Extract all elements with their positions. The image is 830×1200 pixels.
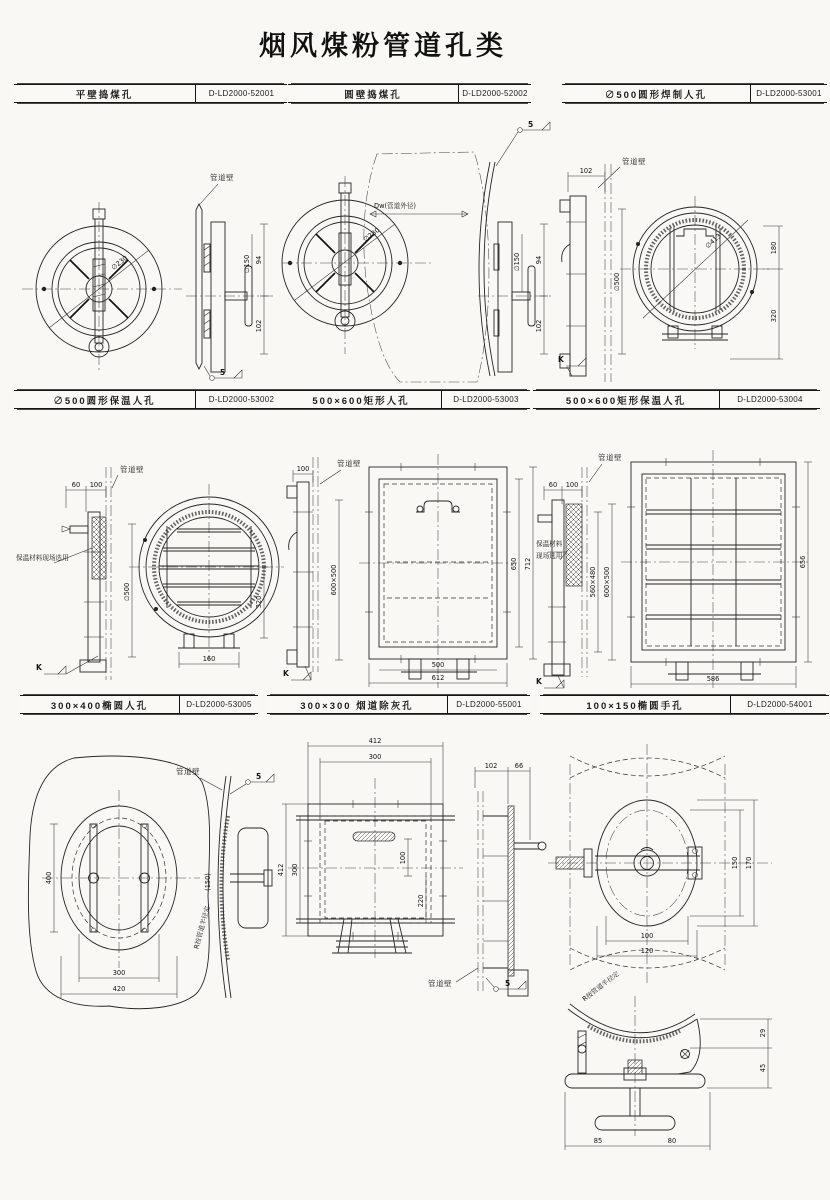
panel-title: 300×300 烟道除灰孔	[267, 696, 448, 713]
dim-label: 712	[524, 557, 532, 571]
radius-note: R按管道半径定	[192, 905, 212, 950]
panel-title: 500×600矩形人孔	[281, 391, 442, 408]
dim-label: 100	[296, 465, 310, 473]
dim-label: (150)	[204, 873, 212, 891]
dim-label: 320	[255, 595, 263, 609]
dim-label: 500	[431, 661, 445, 669]
dim-label: 100	[640, 932, 654, 940]
panel-title: 100×150椭圆手孔	[540, 696, 731, 713]
drawing-oval-handhole	[540, 716, 828, 1168]
wall-label: 管道壁	[428, 979, 452, 988]
dim-label: 400	[45, 871, 53, 885]
panel-title: 300×400椭圆人孔	[20, 696, 180, 713]
panel-header-5	[281, 390, 530, 409]
wall-label: 管道壁	[210, 173, 234, 182]
drawing-flat-wall-poke-hole	[14, 104, 280, 386]
dim-label: 60	[548, 481, 558, 489]
dim-label: ∅150	[243, 254, 251, 274]
dim-label: 80	[667, 1137, 677, 1145]
panel-header-2	[288, 84, 531, 103]
dim-label: 120	[640, 947, 654, 955]
dim-label: 586	[706, 675, 720, 683]
dim-label: ∅150	[513, 252, 521, 272]
dim-label: 600×500	[603, 566, 611, 598]
dim-label: 300	[291, 863, 299, 877]
drawing-round-wall-poke-hole	[282, 104, 558, 386]
dim-label: ∅230	[361, 226, 382, 244]
dim-label: 150	[731, 856, 739, 870]
dim-label: 412	[368, 737, 382, 745]
dim-label: 29	[759, 1028, 767, 1038]
drawing-number: D-LD2000-53005	[186, 700, 252, 709]
drawing-oval-manhole	[14, 716, 276, 1016]
dim-label: 300	[112, 969, 126, 977]
drawing-rect-manhole	[281, 412, 558, 690]
dim-label: ∅230	[109, 254, 130, 272]
drawing-round-welded-manhole	[558, 104, 828, 386]
drawing-rect-insulated-manhole	[536, 412, 828, 690]
weld-symbol: 5	[505, 979, 511, 988]
drawing-number: D-LD2000-54001	[747, 700, 813, 709]
weld-symbol: K	[36, 663, 42, 672]
dim-label: 94	[535, 255, 543, 265]
wall-label: 管道壁	[176, 767, 200, 776]
drawing-number: D-LD2000-53002	[208, 395, 275, 404]
panel-header-8	[267, 695, 530, 714]
drawing-number: D-LD2000-53004	[737, 395, 803, 404]
dim-label: 102	[255, 319, 263, 333]
panel-title: 平壁捣煤孔	[14, 85, 196, 102]
dim-label: 102	[484, 762, 498, 770]
dim-label: 100	[565, 481, 579, 489]
radius-note: R按管道半径定	[580, 969, 621, 1004]
dim-label: ∅413	[703, 231, 723, 251]
dim-label: 85	[593, 1137, 603, 1145]
weld-symbol: K	[536, 677, 542, 686]
dim-label: 300	[368, 753, 382, 761]
dim-label: 45	[759, 1063, 767, 1073]
drawing-round-insulated-manhole	[14, 412, 280, 690]
dim-label: 100	[399, 851, 407, 865]
panel-title: 500×600矩形保温人孔	[533, 391, 720, 408]
panel-header-1	[14, 84, 287, 103]
insulation-label: 保温材料现场选用	[16, 554, 69, 562]
panel-title: ∅500圆形保温人孔	[14, 391, 196, 408]
wall-label: 管道壁	[337, 459, 361, 468]
drawing-ash-removal-hole	[278, 716, 558, 1016]
drawing-number: D-LD2000-52002	[462, 89, 528, 98]
drawing-number: D-LD2000-52001	[208, 89, 275, 98]
panel-header-3	[562, 84, 827, 103]
wall-label: 管道壁	[622, 157, 646, 166]
panel-title: 圆壁捣煤孔	[288, 85, 459, 102]
dim-label: 656	[799, 555, 807, 569]
panel-header-9	[540, 695, 829, 714]
dim-label: 180	[770, 241, 778, 255]
panel-title: ∅500圆形焊制人孔	[562, 85, 751, 102]
dim-label: 60	[71, 481, 81, 489]
weld-symbol: 5	[220, 368, 226, 377]
page-title: 烟风煤粉管道孔类	[259, 31, 507, 61]
wall-label: 管道壁	[598, 453, 622, 462]
dim-label: 160	[202, 655, 216, 663]
weld-symbol: K	[283, 669, 289, 678]
weld-symbol: 5	[256, 772, 262, 781]
panel-header-6	[533, 390, 820, 409]
dim-label: 320	[770, 309, 778, 323]
dim-label: 560×480	[589, 566, 597, 598]
insulation-label-1: 保温材料	[536, 540, 563, 548]
dim-label: 94	[255, 255, 263, 265]
dim-label: 102	[579, 167, 593, 175]
dim-label: 66	[514, 762, 524, 770]
weld-symbol: K	[558, 355, 564, 364]
insulation-label-2: 现场选用	[536, 552, 563, 560]
dim-label: ∅500	[613, 272, 621, 292]
weld-symbol: 5	[528, 120, 534, 129]
dim-label: 600×500	[330, 564, 338, 596]
dim-label: 220	[417, 894, 425, 908]
dim-label: 100	[89, 481, 103, 489]
dim-label: 102	[535, 319, 543, 333]
drawing-number: D-LD2000-53001	[756, 89, 822, 98]
dim-label: ∅500	[123, 582, 131, 602]
wall-label: 管道壁	[120, 465, 144, 474]
dim-label: 650	[510, 557, 518, 571]
pipe-od-label: Dw(管道外径)	[374, 202, 416, 210]
dim-label: 420	[112, 985, 126, 993]
panel-header-4	[14, 390, 287, 409]
dim-label: 612	[431, 674, 445, 682]
panel-header-7	[20, 695, 258, 714]
dim-label: 412	[277, 863, 285, 877]
drawing-number: D-LD2000-53003	[453, 395, 519, 404]
dim-label: 170	[745, 856, 753, 870]
drawing-number: D-LD2000-55001	[456, 700, 522, 709]
